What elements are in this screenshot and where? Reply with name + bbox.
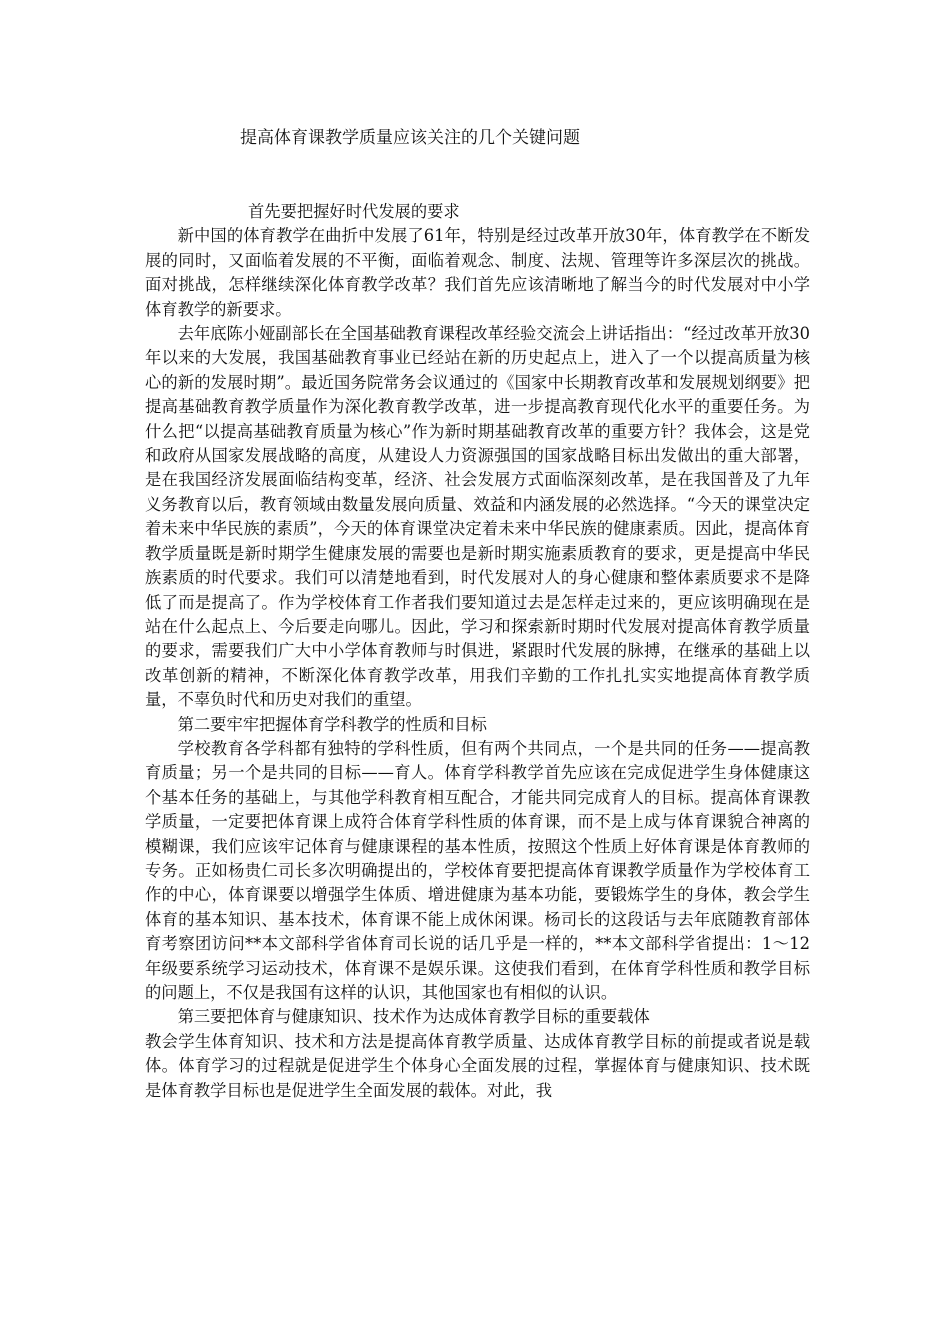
section-heading-1: 首先要把握好时代发展的要求 — [248, 202, 460, 221]
paragraph-4: 教会学生体育知识、技术和方法是提高体育教学质量、达成体育教学目标的前提或者说是载体。体育学习的过程就是促进学生个体身心全面发展的过程，掌握体育与健康知识、技术既是体育教学目标也是促进学生全面发展的载体。对此，我 — [145, 1031, 810, 1100]
paragraph-3: 学校教育各学科都有独特的学科性质，但有两个共同点，一个是共同的任务——提高教育质量；另一个是共同的目标——育人。体育学科教学首先应该在完成促进学生身体健康这个基本任务的基础上，与其他学科教育相互配合，才能共同完成育人的目标。提高体育课教学质量，一定要把体育课上成符合体育学科性质的体育课，而不是上成与体育课貌合神离的模糊课，我们应该牢记体育与健康课程的基本性质，按照这个性质上好体育课是体育教师的专务。正如杨贵仁司长多次明确提出的，学校体育要把提高体育课教学质量作为学校体育工作的中心，体育课要以增强学生体质、增进健康为基本功能，要锻炼学生的身体，教会学生体育的基本知识、基本技术，体育课不能上成休闲课。杨司长的这段话与去年底随教育部体育考察团访问**本文部科学省体育司长说的话几乎是一样的，**本文部科学省提出：1～12年级要系统学习运动技术，体育课不是娱乐课。这使我们看到，在体育学科性质和教学目标的问题上，不仅是我国有这样的认识，其他国家也有相似的认识。 — [145, 738, 810, 1002]
paragraph-1: 新中国的体育教学在曲折中发展了61年，特别是经过改革开放30年，体育教学在不断发展的同时，又面临着发展的不平衡，面临着观念、制度、法规、管理等许多深层次的挑战。面对挑战，怎样继续深化体育教学改革？我们首先应该清晰地了解当今的时代发展对中小学体育教学的新要求。 — [145, 226, 810, 319]
section-heading-2: 第二要牢牢把握体育学科教学的性质和目标 — [177, 714, 487, 734]
document-title: 提高体育课教学质量应该关注的几个关键问题 — [240, 128, 580, 148]
paragraph-2: 去年底陈小娅副部长在全国基础教育课程改革经验交流会上讲话指出：“经过改革开放30年以来的大发展，我国基础教育事业已经站在新的历史起点上，进入了一个以提高质量为核心的新的发展时期”。最近国务院常务会议通过的《国家中长期教育改革和发展规划纲要》把提高基础教育教学质量作为深化教育教学改革，进一步提高教育现代化水平的重要任务。为什么把“以提高基础教育质量为核心”作为新时期基础教育改革的重要方针？我体会，这是党和政府从国家发展战略的高度，从建设人力资源强国的国家战略目标出发做出的重大部署，是在我国经济发展面临结构变革，经济、社会发展方式面临深刻改革，是在我国普及了九年义务教育以后，教育领域由数量发展向质量、效益和内涵发展的必然选择。“今天的课堂决定着未来中华民族的素质”，今天的体育课堂决定着未来中华民族的健康素质。因此，提高体育教学质量既是新时期学生健康发展的需要也是新时期实施素质教育的要求，更是提高中华民族素质的时代要求。我们可以清楚地看到，时代发展对人的身心健康和整体素质要求不是降低了而是提高了。作为学校体育工作者我们要知道过去是怎样走过来的，更应该明确现在是站在什么起点上、今后要走向哪儿。因此，学习和探索新时期时代发展对提高体育教学质量的要求，需要我们广大中小学体育教师与时俱进，紧跟时代发展的脉搏，在继承的基础上以改革创新的精神，不断深化体育教学改革，用我们辛勤的工作扎扎实实地提高体育教学质量，不辜负时代和历史对我们的重望。 — [145, 324, 810, 710]
document-body — [145, 200, 810, 1103]
section-heading-3: 第三要把体育与健康知识、技术作为达成体育教学目标的重要载体 — [177, 1007, 650, 1027]
